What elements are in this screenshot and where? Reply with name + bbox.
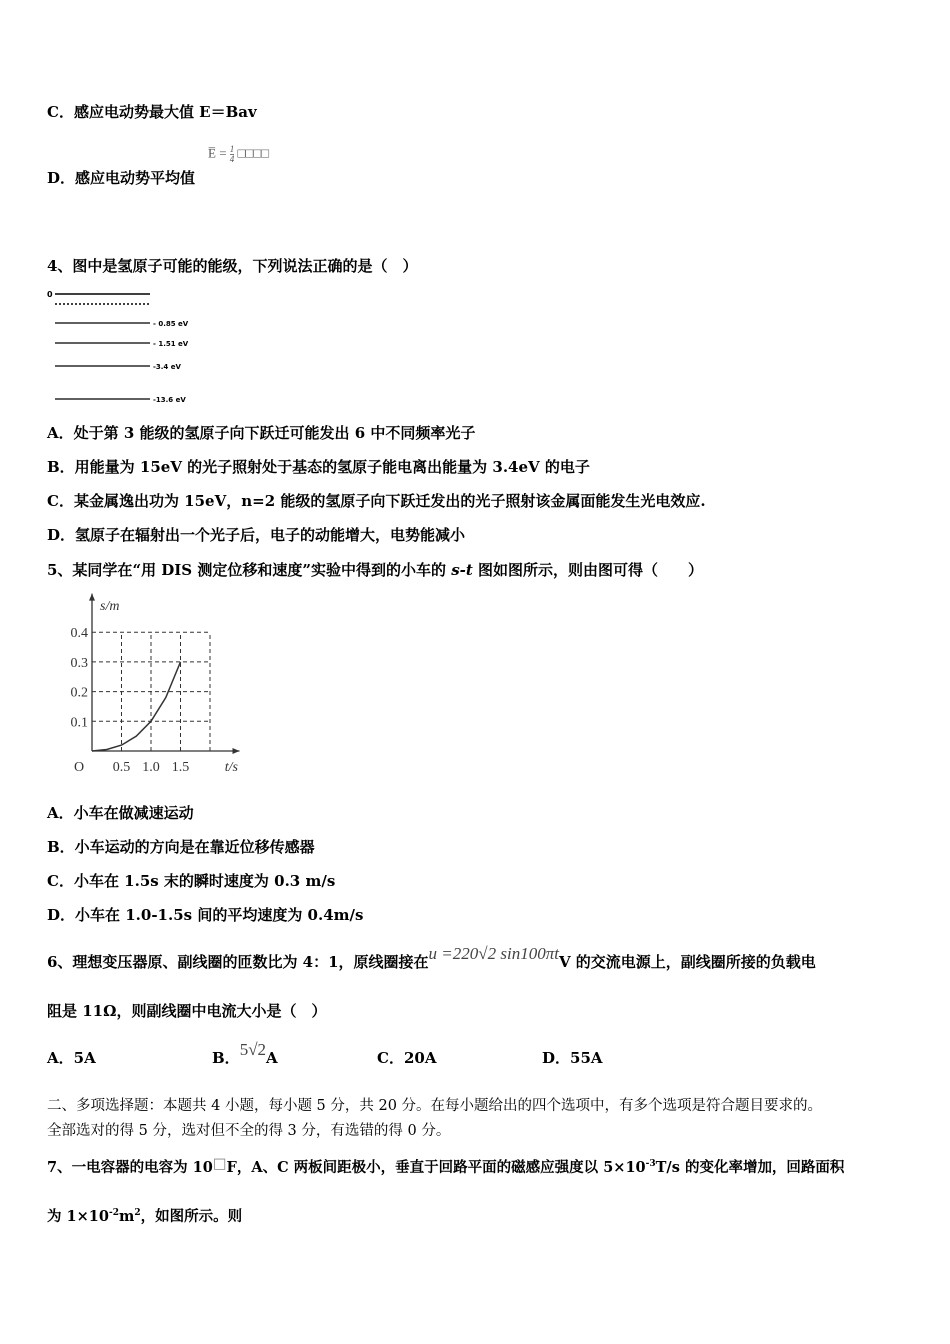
q4-option-d: D．氢原子在辐射出一个光子后，电子的动能增大，电势能减小 (47, 526, 466, 544)
q7-line2-pre: 为 1×10 (47, 1208, 109, 1225)
y-axis-arrow (89, 594, 95, 601)
q6-voltage-formula: u =220√2 sin100πt (428, 944, 559, 963)
q6-option-b-unit: A (266, 1049, 278, 1067)
q7-pre: 7、一电容器的电容为 10 (47, 1159, 213, 1176)
q5-stem (47, 560, 703, 580)
q7-exp2: -2 (108, 1208, 119, 1218)
q5-stem-post: 图如图所示，则由图可得（ ） (472, 561, 704, 579)
q3-option-c: C．感应电动势最大值 E＝Bav (47, 103, 257, 121)
x-axis-arrow (233, 748, 240, 754)
origin-label: O (74, 760, 85, 775)
y-axis-label: s/m (100, 599, 120, 614)
x-axis-label: t/s (224, 760, 238, 775)
y-tick-label: 0.1 (70, 715, 88, 731)
level-1-label: -13.6 eV (153, 396, 186, 404)
q7-mid: F，A、C 两板间距极小，垂直于回路平面的磁感应强度以 5×10 (226, 1159, 646, 1176)
level-zero-label: 0 (47, 290, 53, 299)
q7-line2-mid: m (118, 1208, 135, 1225)
x-tick-label: 0.5 (112, 760, 131, 775)
y-tick-label: 0.3 (70, 655, 88, 671)
x-tick-label: 1.0 (142, 760, 160, 775)
q7-stem-line1 (47, 1158, 844, 1180)
q4-option-a: A．处于第 3 能级的氢原子向下跃迁可能发出 6 中不同频率光子 (47, 424, 476, 442)
q7-post: T/s 的变化率增加，回路面积 (655, 1159, 845, 1176)
q5-option-a: A．小车在做减速运动 (47, 804, 194, 822)
level-2-label: -3.4 eV (153, 363, 181, 371)
q5-option-d: D．小车在 1.0-1.5s 间的平均速度为 0.4m/s (47, 906, 364, 924)
q6-option-b-formula: 5√2 (239, 1040, 267, 1059)
s-t-curve (92, 662, 181, 751)
q6-option-c: C．20A (377, 1049, 437, 1067)
q7-stem-line2 (47, 1207, 242, 1229)
x-tick-label: 1.5 (171, 760, 190, 775)
q4-option-c: C．某金属逸出功为 15eV，n=2 能级的氢原子向下跃迁发出的光子照射该金属面能发生光电效应. (47, 492, 706, 510)
q6-stem-line2: 阻是 11Ω，则副线圈中电流大小是（ ） (47, 1002, 327, 1020)
q6-stem-post: V 的交流电源上，副线圈所接的负载电 (558, 953, 816, 971)
s-t-chart (60, 592, 250, 782)
q6-option-a: A．5A (47, 1049, 96, 1067)
q7-exp1: -3 (645, 1159, 656, 1169)
q5-stem-var: s-t (451, 561, 473, 579)
y-tick-label: 0.2 (70, 685, 88, 701)
q6-option-b-label: B． (212, 1049, 240, 1067)
q5-option-c: C．小车在 1.5s 末的瞬时速度为 0.3 m/s (47, 872, 336, 890)
y-tick-label: 0.4 (70, 626, 88, 642)
q6-stem-pre: 6、理想变压器原、副线圈的匝数比为 4：1，原线圈接在 (47, 953, 429, 971)
q3-d-formula: E̅ = $\frac{1}{4}$ □□□□ (208, 144, 269, 164)
level-3-label: - 1.51 eV (153, 340, 189, 348)
q5-stem-pre: 5、某同学在“用 DIS 测定位移和速度”实验中得到的小车的 (47, 561, 452, 579)
section2-heading-line2: 全部选对的得 5 分，选对但不全的得 3 分，有选错的得 0 分。 (47, 1123, 451, 1139)
q5-option-b: B．小车运动的方向是在靠近位移传感器 (47, 838, 315, 856)
q7-missing-symbol: □ (212, 1156, 227, 1172)
q6-stem-line1 (47, 944, 816, 972)
q6-option-d: D．55A (542, 1049, 603, 1067)
level-4-label: - 0.85 eV (153, 320, 189, 328)
section2-heading-line1: 二、多项选择题：本题共 4 小题，每小题 5 分，共 20 分。在每小题给出的四个选项中，有多个选项是符合题目要求的。 (47, 1098, 823, 1114)
energy-level-diagram (45, 286, 205, 410)
q7-line2-post: ，如图所示。则 (140, 1208, 243, 1225)
q3-option-d: D．感应电动势平均值 (47, 169, 196, 187)
q4-option-b: B．用能量为 15eV 的光子照射处于基态的氢原子能电离出能量为 3.4eV 的电子 (47, 458, 590, 476)
q6-option-b (212, 1040, 278, 1068)
q7-exp3: 2 (134, 1208, 141, 1218)
q4-stem: 4、图中是氢原子可能的能级，下列说法正确的是（ ） (47, 257, 418, 275)
